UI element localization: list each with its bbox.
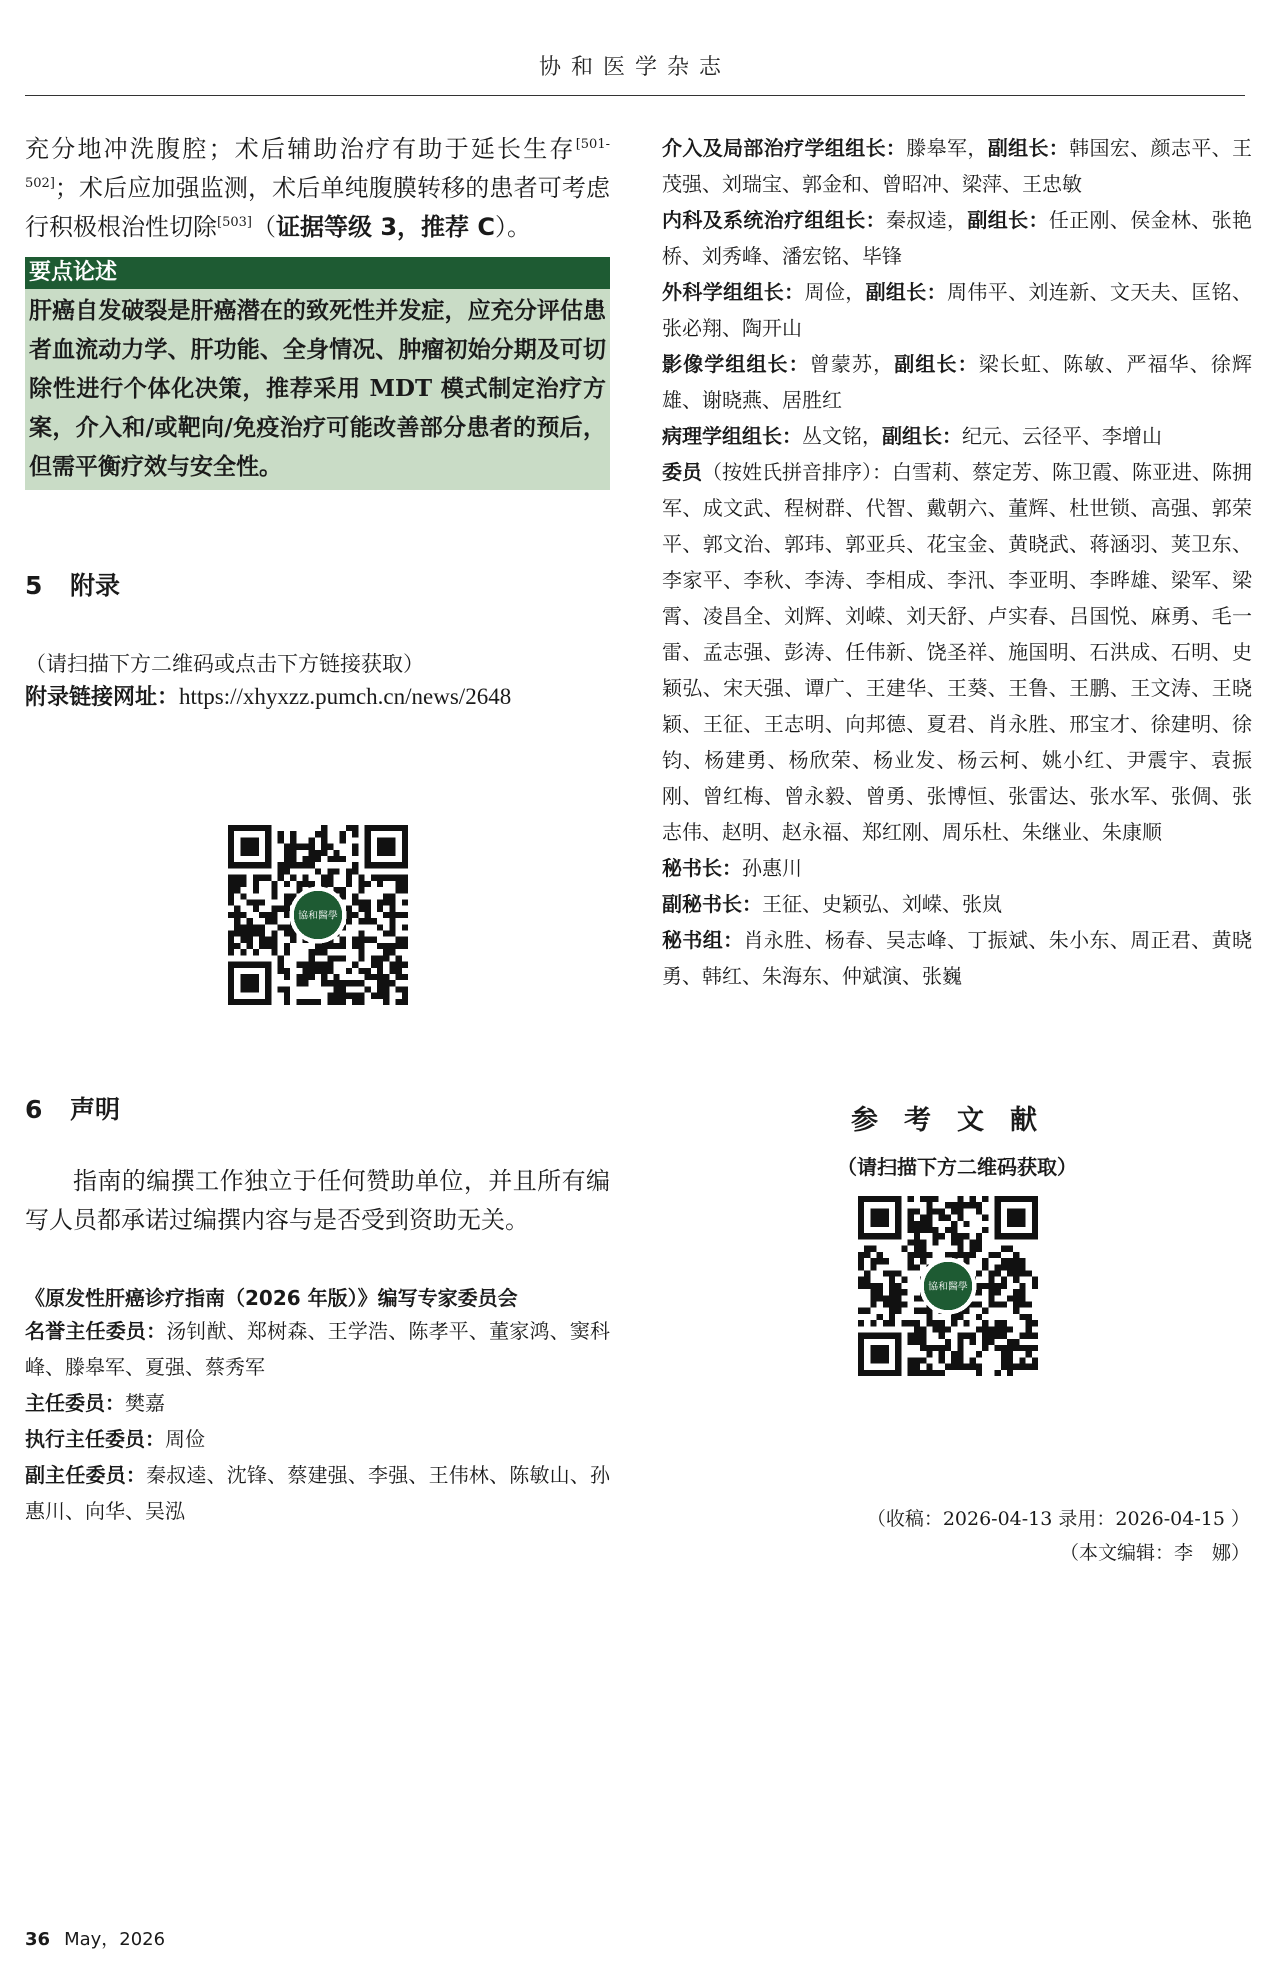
group-leader-names: 滕皋军， (906, 136, 988, 160)
appendix-link[interactable]: https://xhyxzz.pumch.cn/news/2648 (179, 684, 512, 709)
appendix-link-line (25, 680, 610, 715)
keypoints-box (25, 257, 610, 490)
group-row (662, 418, 1252, 454)
group-row (662, 130, 1252, 202)
citation-503[interactable]: [503] (217, 215, 252, 230)
issue-date: May，2026 (64, 1929, 166, 1950)
committee-groups (662, 130, 1252, 994)
section-6-number: 6 (25, 1095, 43, 1124)
group-leader-label: 副秘书长： (662, 892, 762, 916)
para1-text-c: （ (251, 213, 276, 241)
journal-logo-text: 協和醫學 (298, 910, 338, 922)
para1-text-d: ）。 (495, 213, 531, 241)
appendix-qr-code[interactable] (228, 825, 408, 1005)
group-deputy-names: 周伟平、刘连新、文天夫、匡铭、张必翔、陶开山 (662, 280, 1253, 340)
group-deputy-label: 副组长： (967, 208, 1049, 232)
committee-members (25, 1313, 610, 1529)
references-title: 参考文献 (851, 1105, 1063, 1136)
group-leader-label: 外科学组组长： (662, 280, 805, 304)
group-leader-names: 秦叔逵， (885, 208, 968, 232)
journal-title: 协和医学杂志 (538, 55, 731, 80)
group-deputy-label: 副组长： (987, 136, 1070, 160)
group-leader-names: 王征、史颖弘、刘嵘、张岚 (762, 892, 1002, 916)
para1-text-b: ；术后应加强监测，术后单纯腹膜转移的患者可考虑行积极根治性切除 (25, 174, 610, 241)
left-column (25, 130, 610, 715)
member-role-label: 副主任委员： (25, 1463, 147, 1487)
left-column-lower (25, 1090, 610, 1529)
committee-member-row (25, 1421, 610, 1457)
group-row (662, 202, 1252, 274)
references-qr-code[interactable] (858, 1196, 1038, 1376)
evidence-grade: 证据等级 3，推荐 C (275, 213, 495, 241)
member-role-label: 执行主任委员： (25, 1427, 165, 1451)
group-leader-label: 病理学组组长： (662, 424, 802, 448)
group-row (662, 454, 1252, 850)
group-leader-label: 秘书长： (662, 856, 742, 880)
section-5-number: 5 (25, 571, 43, 600)
para1-text-a: 充分地冲洗腹腔；术后辅助治疗有助于延长生存 (25, 135, 576, 163)
journal-header (25, 40, 1245, 96)
section-6-title: 声明 (70, 1095, 121, 1124)
member-names: 周俭 (165, 1427, 205, 1451)
editor-credit: （本文编辑：李 娜） (1059, 1542, 1250, 1564)
group-row (662, 274, 1252, 346)
declaration-text: 指南的编撰工作独立于任何赞助单位，并且所有编写人员都承诺过编撰内容与是否受到资助无关。 (25, 1167, 610, 1234)
group-leader-label: 秘书组： (662, 928, 744, 952)
references-note: （请扫描下方二维码获取） (837, 1155, 1077, 1179)
member-role-label: 名誉主任委员： (25, 1319, 167, 1343)
group-leader-label: 介入及局部治疗学组组长： (662, 136, 907, 160)
member-role-label: 主任委员： (25, 1391, 125, 1415)
group-deputy-label: 副组长： (894, 352, 979, 376)
group-deputy-names: 纪元、云径平、李增山 (962, 424, 1162, 448)
group-leader-names: 曾蒙苏， (809, 352, 895, 376)
committee-title: 《原发性肝癌诊疗指南（2026 年版）》编写专家委员会 (25, 1286, 518, 1310)
group-row (662, 346, 1252, 418)
received-dates: （收稿：2026-04-13 录用：2026-04-15 ） (866, 1508, 1250, 1530)
group-row (662, 886, 1252, 922)
appendix-link-label: 附录链接网址： (25, 685, 180, 710)
group-leader-names: 丛文铭， (802, 424, 882, 448)
right-column (662, 130, 1252, 994)
group-deputy-names: 任正刚、侯金林、张艳桥、刘秀峰、潘宏铭、毕锋 (662, 208, 1253, 268)
citation-501-502[interactable]: [501-502] (25, 137, 610, 191)
committee-member-row (25, 1313, 610, 1385)
page-footer (25, 1925, 165, 1951)
group-leader-label: 内科及系统治疗组组长： (662, 208, 886, 232)
paragraph-peritoneal (25, 130, 610, 247)
group-leader-names: （按姓氏拼音排序）：白雪莉、蔡定芳、陈卫霞、陈亚进、陈拥军、成文武、程树群、代智、戴朝六、董辉、杜世锁、高强、郭荣平、郭文治、郭玮、郭亚兵、花宝金、黄晓武、蒋涵羽、荚卫东、李家平、李秋、李涛、李相成、李汛、李亚明、李晔雄、梁军、梁霄、凌昌全、刘辉、刘嵘、刘天舒、卢实春、吕国悦、麻勇、毛一雷、孟志强、彭涛、任伟新、饶圣祥、施国明、石洪成、石明、史颖弘、宋天强、谭广、王建华、王葵、王鲁、王鹏、王文涛、王晓颖、王征、王志明、向邦德、夏君、肖永胜、邢宝才、徐建明、徐钧、杨建勇、杨欣荣、杨业发、杨云柯、姚小红、尹震宇、袁振刚、曾红梅、曾永毅、曾勇、张博恒、张雷达、张水军、张倜、张志伟、赵明、赵永福、郑红刚、周乐杜、朱继业、朱康顺 (662, 460, 1252, 844)
page-number: 36 (25, 1929, 51, 1950)
journal-logo-text: 協和醫學 (928, 1281, 968, 1293)
group-row (662, 922, 1252, 994)
group-row (662, 850, 1252, 886)
committee-member-row (25, 1457, 610, 1529)
keypoints-text: 肝癌自发破裂是肝癌潜在的致死性并发症，应充分评估患者血流动力学、肝功能、全身情况、肿瘤初始分期及可切除性进行个体化决策，推荐采用 MDT 模式制定治疗方案，介入和/或靶向/免疫治疗可能改善部分患者的预后，但需平衡疗效与安全性。 (29, 297, 606, 480)
appendix-note: （请扫描下方二维码或点击下方链接获取） (25, 652, 424, 676)
group-leader-label: 委员 (662, 460, 702, 484)
group-leader-names: 孙惠川 (742, 856, 802, 880)
references-section (662, 1098, 1252, 1180)
keypoints-title: 要点论述 (25, 257, 610, 289)
member-names: 汤钊猷、郑树森、王学浩、陈孝平、董家鸿、窦科峰、滕皋军、夏强、蔡秀军 (25, 1319, 610, 1379)
group-leader-names: 肖永胜、杨春、吴志峰、丁振斌、朱小东、周正君、黄晓勇、韩红、朱海东、仲斌演、张巍 (662, 928, 1253, 988)
committee-member-row (25, 1385, 610, 1421)
group-leader-names: 周俭， (804, 280, 866, 304)
group-deputy-label: 副组长： (882, 424, 962, 448)
group-deputy-label: 副组长： (865, 280, 948, 304)
section-6-heading (25, 1090, 610, 1126)
group-deputy-names: 韩国宏、颜志平、王茂强、刘瑞宝、郭金和、曾昭冲、梁萍、王忠敏 (662, 136, 1253, 196)
section-5-title: 附录 (70, 571, 121, 600)
member-names: 秦叔逵、沈锋、蔡建强、李强、王伟林、陈敏山、孙惠川、向华、吴泓 (25, 1463, 611, 1523)
section-5-heading (25, 566, 610, 602)
member-names: 樊嘉 (125, 1391, 165, 1415)
group-deputy-names: 梁长虹、陈敏、严福华、徐辉雄、谢晓燕、居胜红 (662, 352, 1253, 412)
group-leader-label: 影像学组组长： (662, 352, 810, 376)
